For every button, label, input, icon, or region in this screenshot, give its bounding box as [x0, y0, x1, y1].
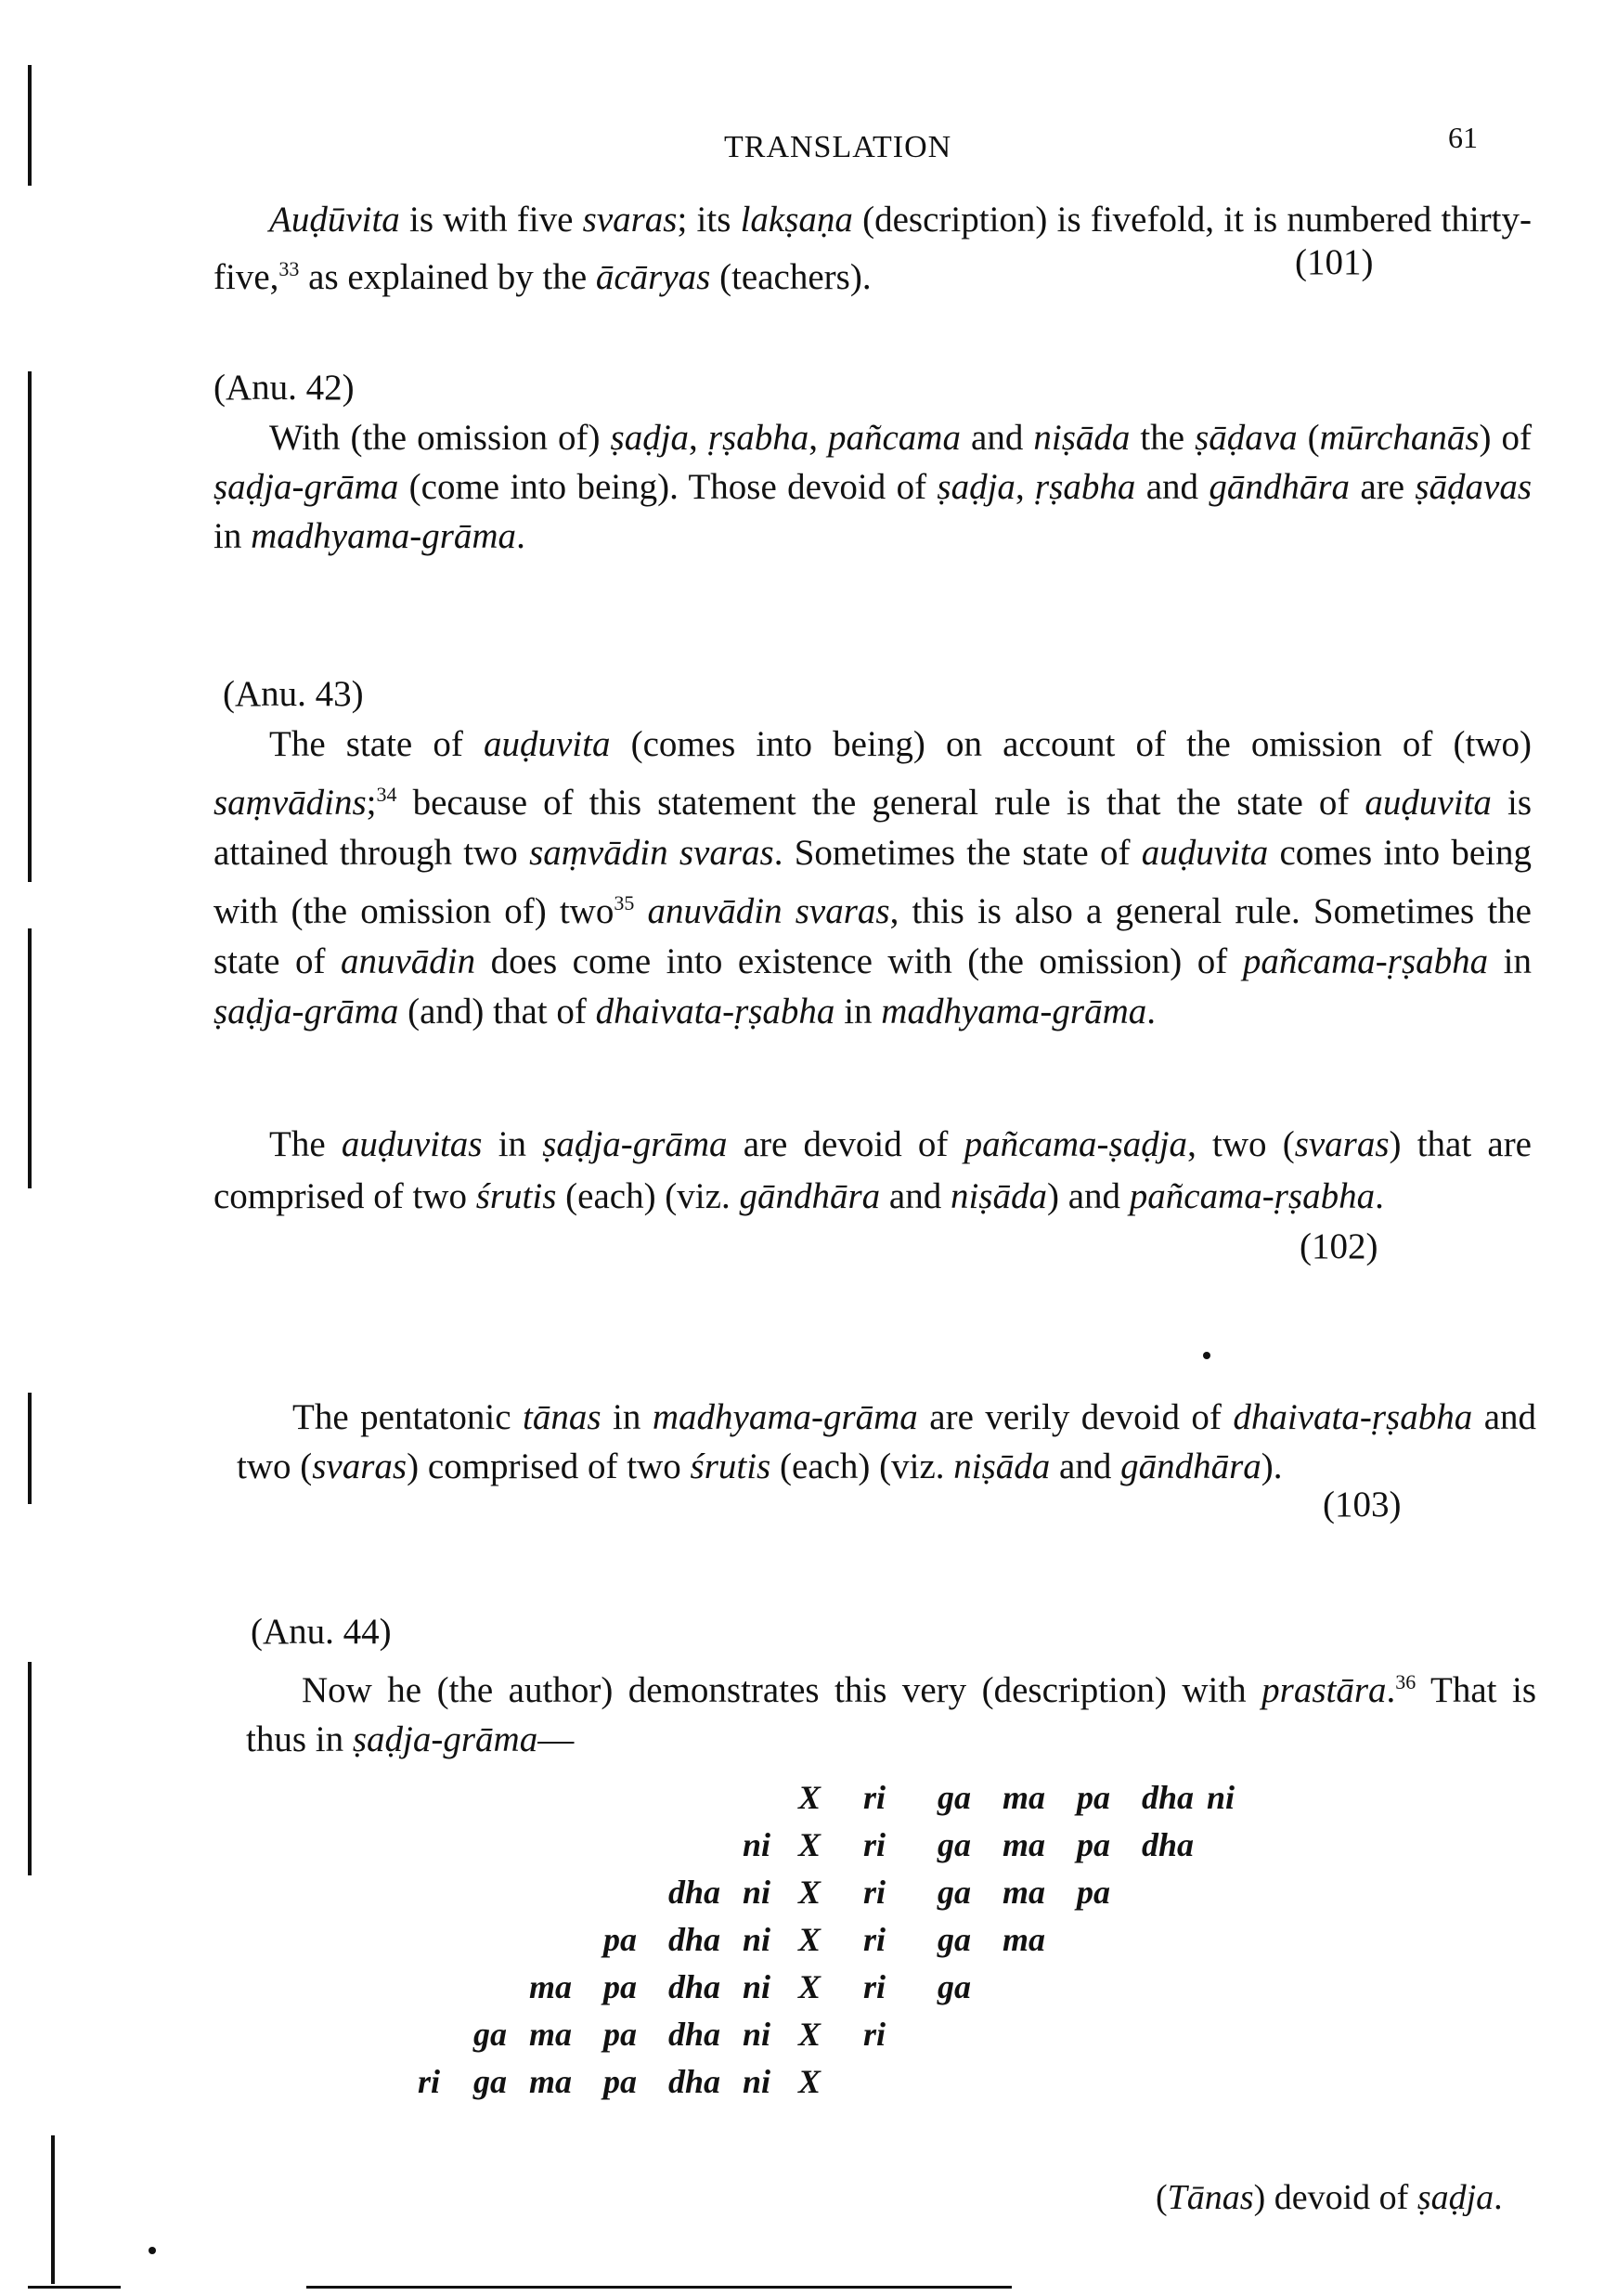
prastara-cell: ri	[863, 1874, 886, 1911]
prastara-cell: dha	[668, 2063, 721, 2100]
prastara-cell: ri	[863, 1921, 886, 1958]
anu-43-label: (Anu. 43)	[223, 674, 364, 714]
prastara-cell: dha	[1142, 1826, 1195, 1863]
prastara-cell: ni	[743, 1921, 771, 1958]
verse-101-paragraph: Auḍūvita is with five svaras; its lakṣaṇa (description) is fivefold, it is numbered thirty-five,$^{33}$ as explained by the ācāryas (teachers).	[213, 200, 1532, 297]
prastara-caption: (Tānas) devoid of ṣaḍja.	[1156, 2178, 1503, 2217]
prastara-cell: pa	[603, 1921, 637, 1958]
prastara-cell: ma	[529, 2063, 573, 2100]
footnote-ref-34: 34	[376, 783, 397, 806]
verse-102-paragraph: The auḍuvitas in ṣaḍja-grāma are devoid of pañcama-ṣaḍja, two (svaras) that are comprised of two śrutis (each) (viz. gāndhāra and niṣāda) and pañcama-ṛṣabha.	[213, 1124, 1532, 1216]
scan-margin-line	[28, 928, 32, 1188]
prastara-cell: pa	[603, 1968, 637, 2005]
scan-dot	[149, 2247, 156, 2254]
prastara-cell: dha	[668, 1874, 721, 1911]
scan-dot	[1203, 1352, 1210, 1359]
prastara-cell: ni	[743, 1826, 771, 1863]
prastara-cell: dha	[1142, 1779, 1195, 1816]
prastara-cell: ga	[938, 1921, 971, 1958]
prastara-cell: X	[798, 1826, 821, 1863]
page-number: 61	[1448, 121, 1478, 154]
anu-43-paragraph: The state of auḍuvita (comes into being) on account of the omission of (two) saṃvādins;$^{34}$ because of this statement the general rule is that the state of auḍuvita is attained through two saṃvādin svaras. Sometimes the state of auḍuvita comes into being with (the omission of) two$^{35}$ anuvādin svaras, this is also a general rule. Sometimes the state of anuvādin does come into existence with (the omission) of pañcama-ṛṣabha in ṣaḍja-grāma (and) that of dhaivata-ṛṣabha in madhyama-grāma.	[213, 724, 1533, 1031]
prastara-cell: pa	[1077, 1874, 1110, 1911]
prastara-cell: pa	[603, 2016, 637, 2053]
prastara-cell: ma	[1003, 1779, 1046, 1816]
scan-margin-line	[51, 2135, 55, 2284]
prastara-cell: ma	[529, 1968, 573, 2005]
running-header: TRANSLATION	[724, 130, 952, 164]
verse-number-101: (101)	[1295, 242, 1374, 282]
verse-number-103: (103)	[1323, 1485, 1402, 1524]
prastara-cell: ga	[938, 1779, 971, 1816]
prastara-cell: ma	[1003, 1826, 1046, 1863]
prastara-cell: ri	[863, 2016, 886, 2053]
bottom-rule	[306, 2286, 1012, 2289]
prastara-cell: ga	[938, 1968, 971, 2005]
scan-margin-line	[28, 65, 32, 186]
anu-44-paragraph: Now he (the author) demonstrates this very (description) with prastāra.$^{36}$ That is thus in ṣaḍja-grāma—	[246, 1670, 1536, 1759]
prastara-cell: ma	[1003, 1874, 1046, 1911]
prastara-cell: ma	[529, 2016, 573, 2053]
prastara-cell: dha	[668, 2016, 721, 2053]
scan-margin-line	[28, 371, 32, 882]
prastara-cell: ni	[743, 2063, 771, 2100]
prastara-cell: ri	[863, 1968, 886, 2005]
prastara-cell: X	[798, 2016, 821, 2053]
prastara-cell: ri	[863, 1779, 886, 1816]
anu-44-label: (Anu. 44)	[251, 1612, 392, 1652]
prastara-cell: ga	[938, 1826, 971, 1863]
verse-103-paragraph: The pentatonic tānas in madhyama-grāma are verily devoid of dhaivata-ṛṣabha and two (svaras) comprised of two śrutis (each) (viz. niṣāda and gāndhāra).	[237, 1397, 1537, 1486]
anu-42-paragraph: With (the omission of) ṣaḍja, ṛṣabha, pañcama and niṣāda the ṣāḍava (mūrchanās) of ṣaḍja-grāma (come into being). Those devoid of ṣaḍja, ṛṣabha and gāndhāra are ṣāḍavas in madhyama-grāma.	[213, 418, 1533, 556]
bottom-rule	[28, 2286, 121, 2289]
prastara-cell: pa	[603, 2063, 637, 2100]
prastara-cell: ri	[863, 1826, 886, 1863]
footnote-ref-36: 36	[1395, 1670, 1416, 1693]
prastara-cell: ma	[1003, 1921, 1046, 1958]
anu-42-label: (Anu. 42)	[213, 368, 355, 408]
scan-margin-line	[28, 1662, 32, 1875]
prastara-cell: X	[798, 1968, 821, 2005]
prastara-cell: dha	[668, 1921, 721, 1958]
prastara-cell: ga	[938, 1874, 971, 1911]
prastara-cell: ni	[1207, 1779, 1235, 1816]
prastara-cell: X	[798, 1779, 821, 1816]
footnote-ref-33: 33	[278, 257, 300, 280]
scan-margin-line	[28, 1393, 32, 1504]
prastara-cell: pa	[1077, 1826, 1110, 1863]
verse-number-102: (102)	[1300, 1226, 1378, 1266]
prastara-cell: dha	[668, 1968, 721, 2005]
prastara-cell: X	[798, 1921, 821, 1958]
prastara-cell: ga	[473, 2063, 507, 2100]
footnote-ref-35: 35	[614, 891, 635, 915]
prastara-cell: ga	[473, 2016, 507, 2053]
prastara-cell: X	[798, 2063, 821, 2100]
prastara-cell: ni	[743, 2016, 771, 2053]
prastara-cell: pa	[1077, 1779, 1110, 1816]
prastara-cell: ni	[743, 1874, 771, 1911]
prastara-cell: ni	[743, 1968, 771, 2005]
prastara-cell: X	[798, 1874, 821, 1911]
prastara-cell: ri	[418, 2063, 441, 2100]
